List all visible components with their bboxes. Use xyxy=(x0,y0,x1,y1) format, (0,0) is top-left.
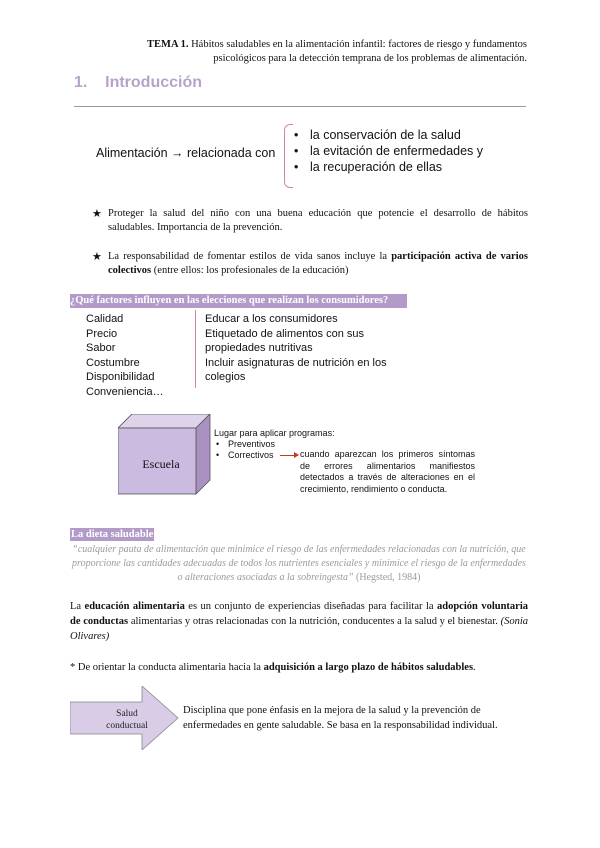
list-item: • la recuperación de ellas xyxy=(294,159,483,175)
document-header xyxy=(70,38,527,66)
section-number: 1. xyxy=(74,74,88,91)
educacion-paragraph: La educación alimentaria es un conjunto de experiencias diseñadas para facilitar la adopción voluntaria de conductas alimentarias y otras relacionadas con la nutrición, conducentes a la salud y el bienestar. (Sonia Olivares) xyxy=(70,601,528,642)
list-item: propiedades nutritivas xyxy=(205,342,313,354)
heading-rule xyxy=(74,106,526,107)
list-item: Precio xyxy=(86,327,118,340)
list-item: Incluir asignaturas de nutrición en los xyxy=(205,356,387,369)
star-paragraph-1 xyxy=(92,207,528,235)
lugar-title: Lugar para aplicar programas: xyxy=(214,428,335,438)
bold-text: educación alimentaria xyxy=(84,601,185,612)
star-icon: ★ xyxy=(92,208,102,220)
bold-text: participación activa de varios colectivos xyxy=(108,251,528,276)
tema-label: TEMA 1. xyxy=(147,39,189,50)
section-title: Introducción xyxy=(105,74,203,91)
salud-conductual-desc: Disciplina que pone énfasis en la mejora de la salud y la prevención de enfermedades en gente saludable. Se basa en la responsabilidad individual. xyxy=(183,705,498,731)
salud-conductual-label: Salud conductual xyxy=(106,709,148,731)
bold-text: adopción voluntaria de conductas xyxy=(70,601,528,627)
list-item: Sabor xyxy=(86,342,116,354)
author: (Sonia Olivares) xyxy=(70,616,528,642)
star-text: Proteger la salud del niño con una buena educación que potencie el desarrollo de hábitos saludables. Importancia de la prevención. xyxy=(108,208,528,233)
list-item: Costumbre xyxy=(86,356,140,369)
star-paragraph-2: ★ La responsabilidad de fomentar estilos de vida sanos incluye la participación activa de varios colectivos (entre ellos: los profesionales de la educación) xyxy=(92,251,528,276)
factors-question: ¿Qué factores influyen en las elecciones que realizan los consumidores? xyxy=(70,294,407,308)
bold-text: adquisición a largo plazo de hábitos saludables xyxy=(263,662,474,673)
header-title-line2: psicológicos para la detección temprana de los problemas de alimentación. xyxy=(213,53,527,64)
correctivos-item: • Correctivos xyxy=(214,450,335,461)
dieta-quote xyxy=(70,543,528,585)
quote-source: (Hegsted, 1984) xyxy=(356,572,421,583)
escuela-cube xyxy=(118,414,214,496)
arrow-right-icon xyxy=(294,452,299,458)
preventivos-item: • Preventivos xyxy=(214,439,335,450)
list-item: • la evitación de enfermedades y xyxy=(294,143,483,159)
escuela-label: Escuela xyxy=(142,457,180,471)
alimentacion-list xyxy=(294,127,483,175)
list-item: colegios xyxy=(205,371,246,383)
quote-text: “cualquier pauta de alimentación que minimice el riesgo de las enfermedades relacionadas con la nutrición, que proporcione las cantidades adecuadas de todos los nutrientes esenciales y minimice el riesgo de la enfermedades o alteraciones asociadas a la sobreingesta” xyxy=(72,544,526,583)
alimentacion-lead: Alimentación → relacionada con xyxy=(96,146,276,160)
list-item: Conveniencia… xyxy=(86,385,164,398)
correctivos-description: cuando aparezcan los primeros síntomas de errores alimentarios manifiestos detectados a través de alteraciones en el crecimiento, rendimiento o conducta. xyxy=(300,449,475,494)
star-icon: ★ xyxy=(92,251,102,263)
section-heading xyxy=(74,74,202,92)
factors-left-list xyxy=(86,312,164,399)
orientar-paragraph: * De orientar la conducta alimentaria hacia la adquisición a largo plazo de hábitos saludables. xyxy=(70,662,476,673)
list-item: Etiquetado de alimentos con sus xyxy=(205,327,364,340)
dieta-title: La dieta saludable xyxy=(71,529,154,540)
bracket xyxy=(284,124,293,188)
header-title-line1: Hábitos saludables en la alimentación infantil: factores de riesgo y fundamentos xyxy=(191,39,527,50)
factors-right-list xyxy=(205,312,405,385)
list-item: Disponibilidad xyxy=(86,371,155,383)
list-item: Educar a los consumidores xyxy=(205,313,338,325)
factors-divider xyxy=(195,310,196,388)
list-item: Calidad xyxy=(86,313,124,325)
list-item: • la conservación de la salud xyxy=(294,127,483,143)
